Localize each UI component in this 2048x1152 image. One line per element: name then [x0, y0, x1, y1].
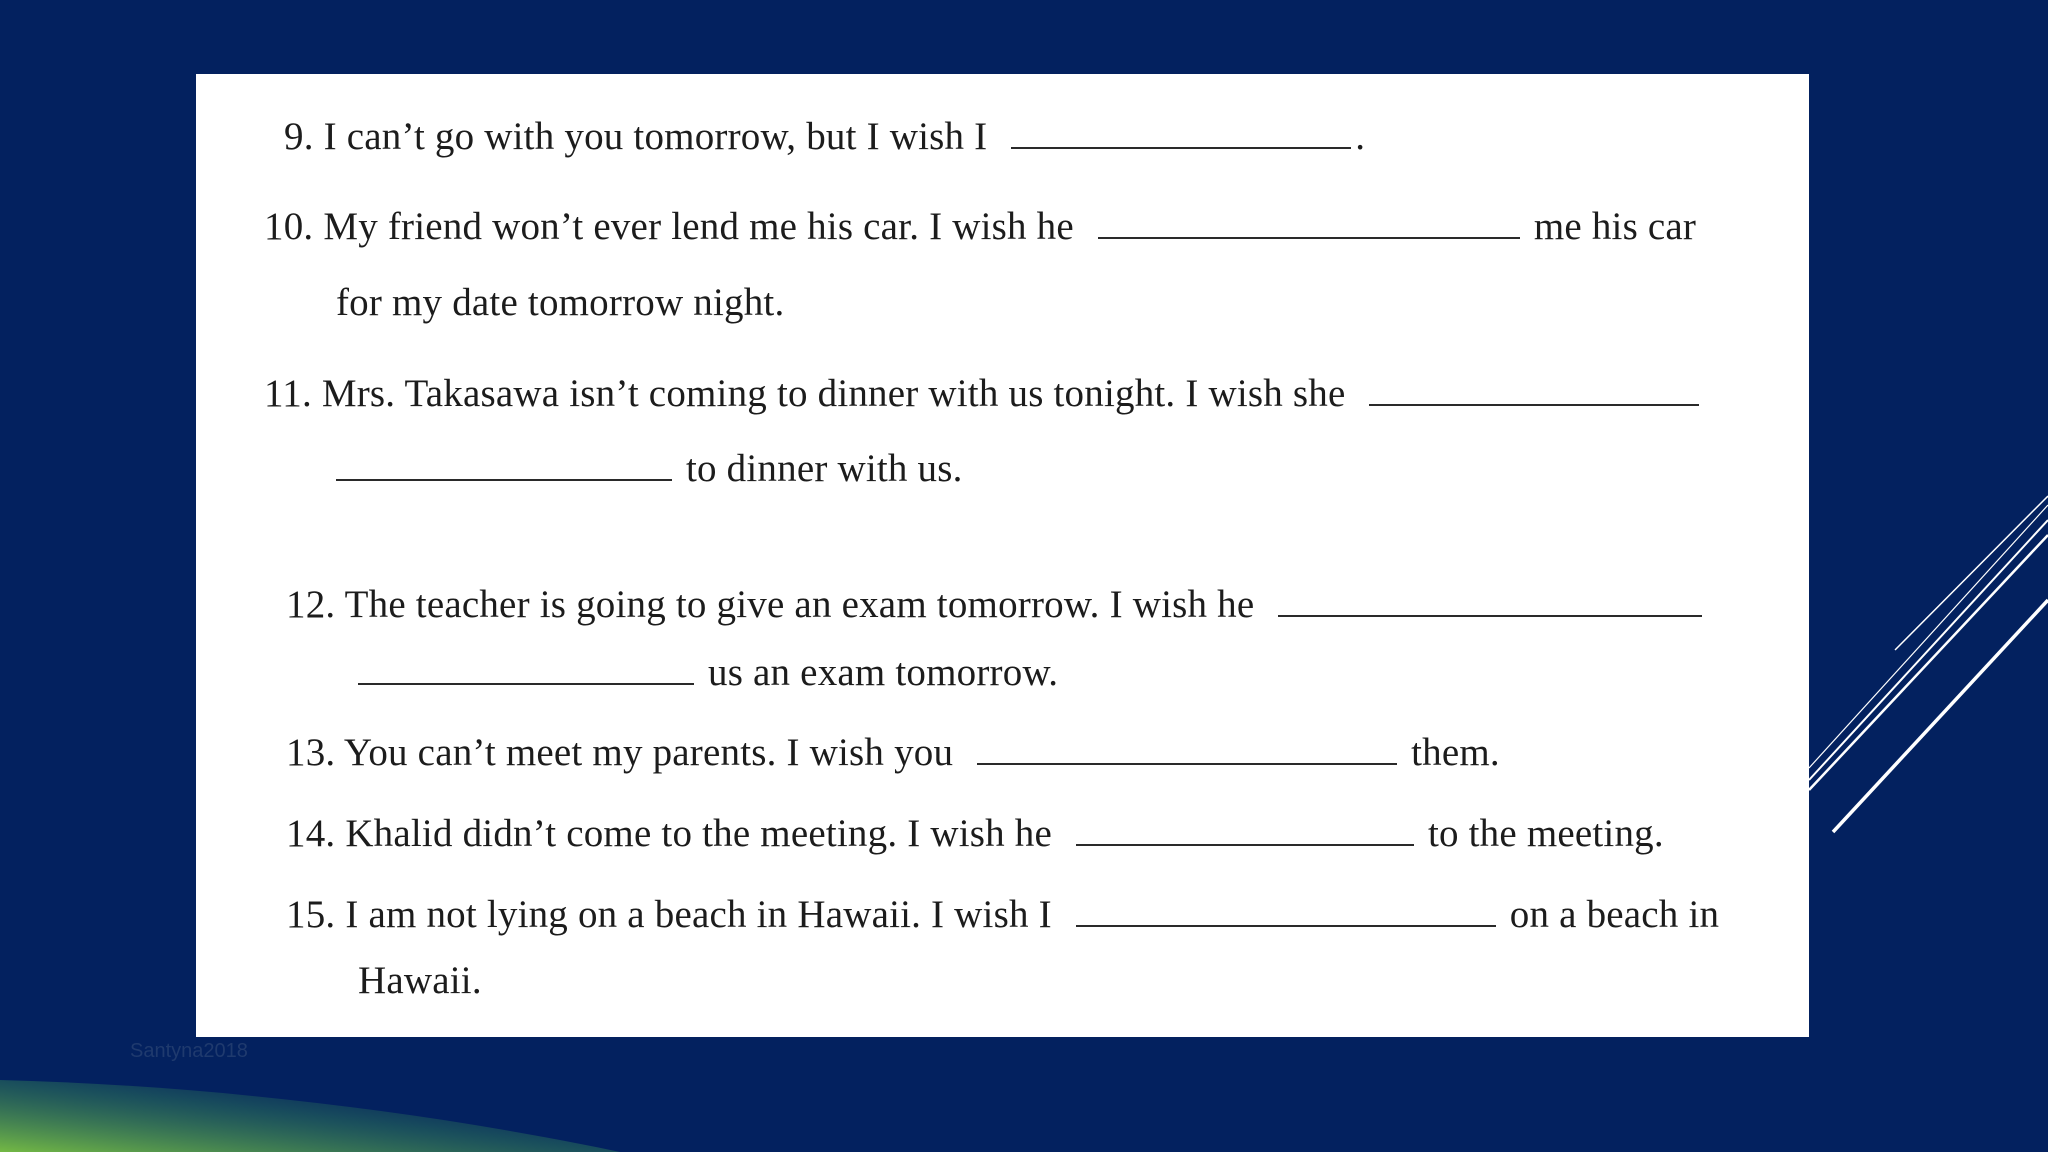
- answer-blank[interactable]: [1076, 843, 1414, 846]
- item-text: I am not lying on a beach in Hawaii. I wish I: [345, 893, 1052, 936]
- item-11-continued: [322, 446, 963, 491]
- answer-blank-continued[interactable]: [336, 478, 672, 481]
- item-12-continued: [344, 650, 1058, 695]
- item-14: [286, 811, 1664, 856]
- answer-blank[interactable]: [1278, 614, 1702, 617]
- item-11: [264, 371, 1713, 416]
- item-number: 14.: [286, 812, 336, 855]
- item-number: 12.: [286, 583, 336, 626]
- answer-blank[interactable]: [1098, 236, 1520, 239]
- item-number: 15.: [286, 893, 336, 936]
- item-number: 13.: [286, 731, 336, 774]
- item-text-continued: to dinner with us.: [686, 447, 963, 490]
- item-text-continued: Hawaii.: [358, 959, 482, 1002]
- item-number: 10.: [264, 205, 314, 248]
- item-text-end: to the meeting.: [1427, 812, 1664, 855]
- answer-blank[interactable]: [977, 762, 1397, 765]
- decorative-stripes: [1809, 496, 2048, 832]
- item-12: [286, 582, 1716, 627]
- answer-blank-continued[interactable]: [358, 682, 694, 685]
- item-10: [264, 204, 1696, 249]
- item-text-end: them.: [1411, 731, 1500, 774]
- answer-blank[interactable]: [1369, 403, 1699, 406]
- item-text: You can’t meet my parents. I wish you: [343, 731, 954, 774]
- worksheet-image: [196, 74, 1809, 1037]
- item-text: Mrs. Takasawa isn’t coming to dinner with us tonight. I wish she: [321, 372, 1346, 415]
- watermark: Santyna2018: [130, 1040, 248, 1062]
- answer-blank[interactable]: [1011, 146, 1351, 149]
- item-number: 11.: [264, 372, 312, 415]
- item-text-end: me his car: [1533, 205, 1697, 248]
- corner-glow: [0, 1080, 620, 1152]
- item-10-continued: [336, 280, 784, 325]
- answer-blank[interactable]: [1076, 924, 1496, 927]
- item-15-continued: [358, 958, 482, 1003]
- item-text-end: .: [1355, 115, 1366, 158]
- item-text: The teacher is going to give an exam tomorrow. I wish he: [344, 583, 1255, 626]
- item-text: I can’t go with you tomorrow, but I wish I: [323, 115, 988, 158]
- item-text: Khalid didn’t come to the meeting. I wish he: [345, 812, 1052, 855]
- item-13: [286, 730, 1500, 775]
- item-text-end: on a beach in: [1509, 893, 1720, 936]
- item-text-continued: us an exam tomorrow.: [708, 651, 1059, 694]
- item-number: 9.: [284, 115, 314, 158]
- item-9: [284, 114, 1365, 159]
- item-text-continued: for my date tomorrow night.: [336, 281, 785, 324]
- item-text: My friend won’t ever lend me his car. I wish he: [323, 205, 1074, 248]
- item-15: [286, 892, 1719, 937]
